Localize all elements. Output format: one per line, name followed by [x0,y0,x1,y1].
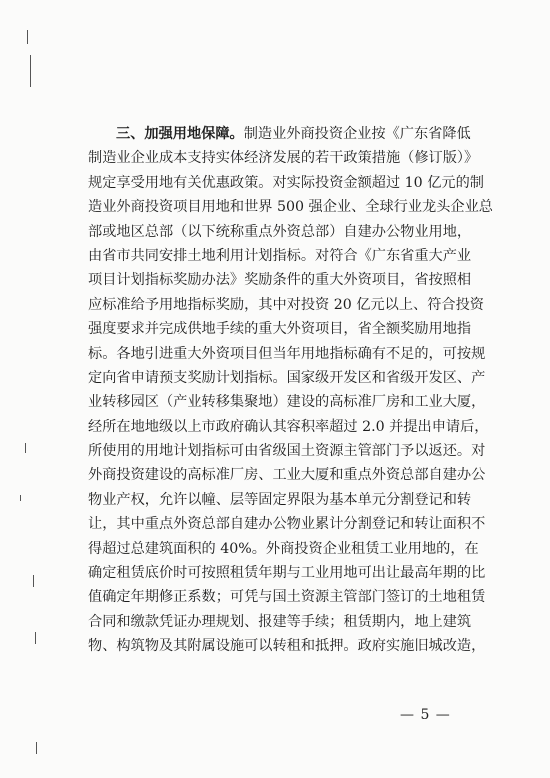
paragraph-line: 应标准给予用地指标奖励，其中对投资 20 亿元以上、符合投资 [88,296,484,313]
paragraph-line: 部或地区总部（以下统称重点外资总部）自建办公物业用地， [88,223,472,240]
binding-mark [27,30,28,44]
paragraph-line: 外商投资建设的高标准厂房、工业大厦和重点外资总部自建办公 [88,467,486,484]
binding-mark [35,632,36,644]
paragraph-line: 确定租赁底价时可按照租赁年期与工业用地可出让最高年期的比 [88,565,486,582]
paragraph-line: 值确定年期修正系数；可凭与国土资源主管部门签订的土地租赁 [88,589,486,606]
paragraph-line: 合同和缴款凭证办理规划、报建等手续；租赁期内，地上建筑 [88,613,472,630]
paragraph-line: 经所在地地级以上市政府确认其容积率超过 2.0 并提出申请后， [88,418,489,435]
paragraph-line: 三、加强用地保障。制造业外商投资企业按《广东省降低 [116,126,471,142]
binding-mark [25,443,26,453]
paragraph-line: 得超过总建筑面积的 40%。外商投资企业租赁工业用地的，在 [88,540,479,557]
paragraph-line: 规定享受用地有关优惠政策。对实际投资金额超过 10 亿元的制 [88,174,484,191]
section-heading: 三、加强用地保障。 [116,126,244,142]
paragraph-line: 标。各地引进重大外资项目但当年用地指标确有不足的，可按规 [88,345,486,362]
paragraph-line: 定向省申请预支奖励计划指标。国家级开发区和省级开发区、产 [88,369,486,386]
paragraph-line: 制造业企业成本支持实体经济发展的若干政策措施（修订版）》 [88,150,479,167]
binding-mark [20,495,21,501]
binding-mark [33,575,34,587]
body-paragraph [88,122,493,659]
paragraph-line: 所使用的用地计划指标可由省级国土资源主管部门予以返还。对 [88,443,486,460]
binding-mark [30,55,31,87]
paragraph-line: 让，其中重点外资总部自建办公物业累计分割登记和转让面积不 [88,516,486,533]
paragraph-line: 业转移园区（产业转移集聚地）建设的高标准厂房和工业大厦， [88,394,486,411]
page-number: — 5 — [400,707,451,723]
paragraph-line: 物业产权，允许以幢、层等固定界限为基本单元分割登记和转 [88,491,472,508]
paragraph-line: 物、构筑物及其附属设施可以转租和抵押。政府实施旧城改造， [88,638,486,655]
paragraph-line: 由省市共同安排土地利用计划指标。对符合《广东省重大产业 [88,247,472,264]
paragraph-line: 强度要求并完成供地手续的重大外资项目，省全额奖励用地指 [88,321,472,338]
paragraph-line: 项目计划指标奖励办法》奖励条件的重大外资项目，省按照相 [88,272,472,289]
paragraph-line: 造业外商投资项目用地和世界 500 强企业、全球行业龙头企业总 [88,199,493,216]
binding-mark [36,742,37,754]
